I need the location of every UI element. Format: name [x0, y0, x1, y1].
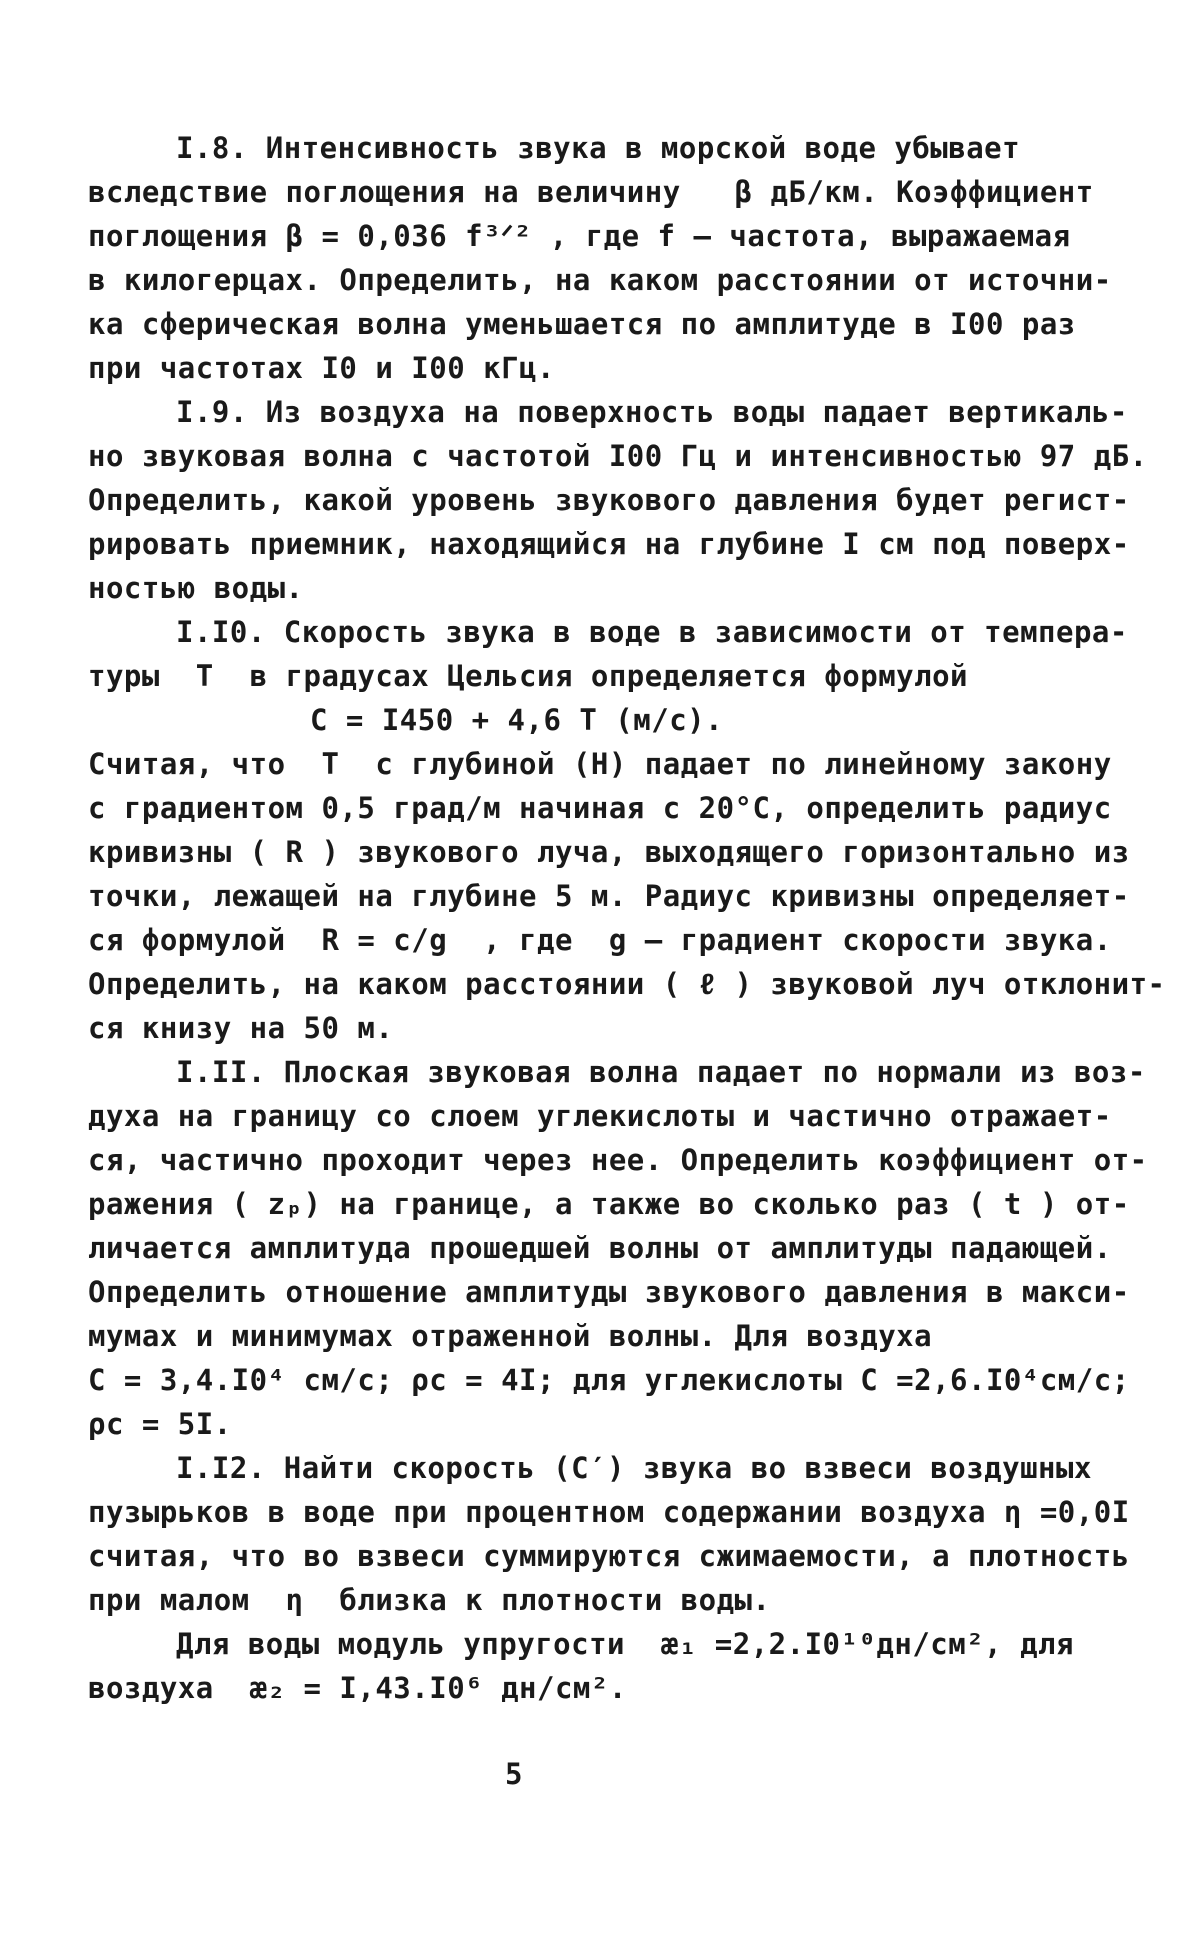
- text-line: I.I2. Найти скорость (C′) звука во взвеси воздушных: [176, 1451, 1092, 1485]
- text-line: пузырьков в воде при процентном содержании воздуха η =0,0I: [88, 1495, 1130, 1529]
- text-line: ся книзу на 50 м.: [88, 1011, 394, 1045]
- text-line: рировать приемник, находящийся на глубине I см под поверх-: [88, 527, 1130, 561]
- text-line: Определить отношение амплитуды звукового давления в макси-: [88, 1275, 1130, 1309]
- text-line: точки, лежащей на глубине 5 м. Радиус кривизны определяет-: [88, 879, 1130, 913]
- text-line: Определить, на каком расстоянии ( ℓ ) звуковой луч отклонит-: [88, 967, 1166, 1001]
- page-number: 5: [505, 1757, 523, 1791]
- text-line: I.8. Интенсивность звука в морской воде убывает: [176, 131, 1021, 165]
- text-line: при частотах I0 и I00 кГц.: [88, 351, 555, 385]
- text-line: с градиентом 0,5 град/м начиная с 20°С, определить радиус: [88, 791, 1112, 825]
- text-line: I.9. Из воздуха на поверхность воды падает вертикаль-: [176, 395, 1128, 429]
- text-line: кривизны ( R ) звукового луча, выходящего горизонтально из: [88, 835, 1130, 869]
- text-line: ся формулой R = c/g , где g – градиент скорости звука.: [88, 923, 1112, 957]
- text-line: I.II. Плоская звуковая волна падает по нормали из воз-: [176, 1055, 1146, 1089]
- text-line: туры Т в градусах Цельсия определяется формулой: [88, 659, 969, 693]
- text-line: личается амплитуда прошедшей волны от амплитуды падающей.: [88, 1231, 1112, 1265]
- text-line: Определить, какой уровень звукового давления будет регист-: [88, 483, 1130, 517]
- text-line: I.I0. Скорость звука в воде в зависимости от темпера-: [176, 615, 1128, 649]
- text-line: C = 3,4.I0⁴ см/с; ρc = 4I; для углекислоты C =2,6.I0⁴см/с;: [88, 1363, 1130, 1397]
- text-line: духа на границу со слоем углекислоты и частично отражает-: [88, 1099, 1112, 1133]
- text-line: считая, что во взвеси суммируются сжимаемости, а плотность: [88, 1539, 1130, 1573]
- text-line: ражения ( zₚ) на границе, а также во сколько раз ( t ) от-: [88, 1187, 1130, 1221]
- text-line: ка сферическая волна уменьшается по амплитуде в I00 раз: [88, 307, 1076, 341]
- text-line: в килогерцах. Определить, на каком расстоянии от источни-: [88, 263, 1112, 297]
- text-line: Считая, что Т с глубиной (Н) падает по линейному закону: [88, 747, 1112, 781]
- formula-line: C = I450 + 4,6 T (м/с).: [310, 703, 724, 737]
- text-line: Для воды модуль упругости æ₁ =2,2.I0¹⁰дн/см², для: [176, 1627, 1074, 1661]
- text-line: ρc = 5I.: [88, 1407, 232, 1441]
- text-line: поглощения β = 0,036 f³ᐟ² , где f – частота, выражаемая: [88, 219, 1071, 253]
- text-line: ностью воды.: [88, 571, 304, 605]
- text-line: при малом η близка к плотности воды.: [88, 1583, 771, 1617]
- text-line: воздуха æ₂ = I,43.I0⁶ дн/см².: [88, 1671, 627, 1705]
- text-line: вследствие поглощения на величину β дБ/км. Коэффициент: [88, 175, 1094, 209]
- text-line: но звуковая волна с частотой I00 Гц и интенсивностью 97 дБ.: [88, 439, 1148, 473]
- text-line: ся, частично проходит через нее. Определить коэффициент от-: [88, 1143, 1148, 1177]
- text-line: мумах и минимумах отраженной волны. Для воздуха: [88, 1319, 933, 1353]
